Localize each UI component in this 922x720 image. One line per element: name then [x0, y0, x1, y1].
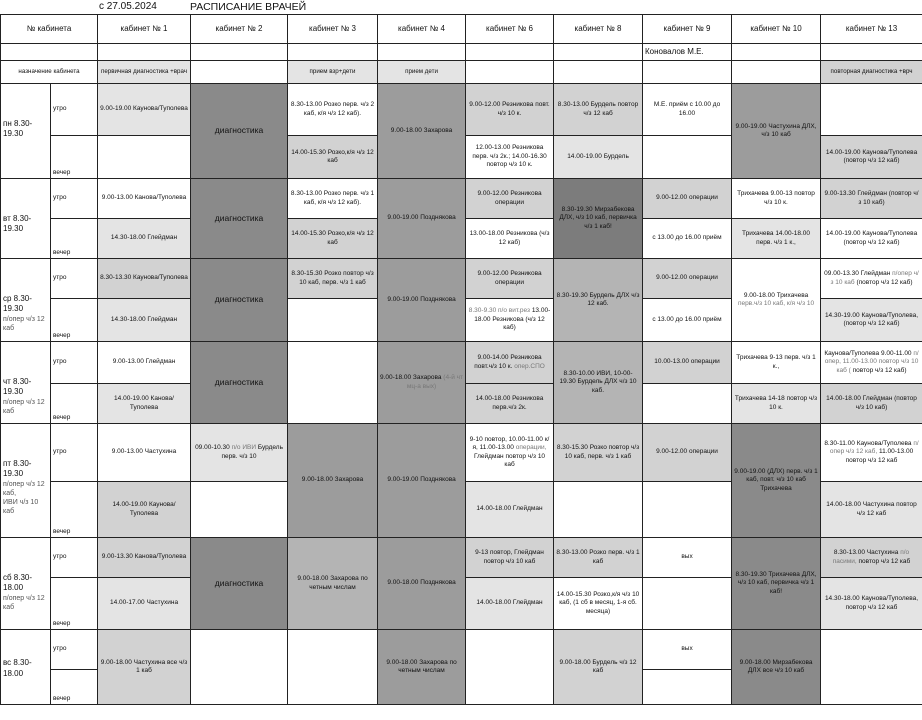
fri-cab13-evening: 14.00-18.00 Частухина повтор ч/з 12 каб — [821, 482, 922, 538]
thu-cab1-evening: 14.00-19.00 Канова/Туполева — [98, 384, 191, 424]
header-cab-4: кабинет № 4 — [378, 15, 466, 44]
fri-cab9-morning: 9.00-12.00 операции — [643, 424, 732, 482]
sun-cab9-morning: вых — [643, 630, 732, 670]
fri-cab10: 9.00-19.00 (ДЛХ) перв. ч/з 1 каб, повт. ч/з 10 каб Трихачева — [732, 424, 821, 538]
evening-label: вечер — [51, 136, 98, 179]
morning-label: утро — [51, 179, 98, 219]
tue-cab8: 8.30-19.30 Мирзабекова ДЛХ, ч/з 10 каб, первичка ч/з 1 каб! — [554, 179, 643, 259]
fri-cab6-a: 9-10 повтор, 10.00-11.00 к/я, 11.00-13.00 — [469, 435, 550, 452]
purpose-cab-1: первичная диагностика +врач — [98, 61, 191, 84]
fri-cab13-b: 11.00-13.00 повтор ч/з 12 каб — [845, 448, 914, 464]
sat-cab3: 9.00-18.00 Захарова по четным числам — [288, 538, 378, 630]
evening-label: вечер — [51, 670, 98, 705]
day-tuesday: вт 8.30-19.30 — [1, 179, 51, 259]
morning-label: утро — [51, 84, 98, 136]
wed-cab6-morning: 9.00-12.00 Резникова операции — [466, 259, 554, 299]
sat-cab10: 8.30-19.30 Трихачева ДЛХ, ч/з 10 каб, первичка ч/з 1 каб! — [732, 538, 821, 630]
sat-cab8-morning: 8.30-13.00 Розко перв. ч/з 1 каб — [554, 538, 643, 578]
mon-cab4: 9.00-18.00 Захарова — [378, 84, 466, 179]
sat-cab9-morning: вых — [643, 538, 732, 578]
tue-cab1-evening: 14.30-18.00 Глейдман — [98, 219, 191, 259]
fri-cab13-note: п/опер ч/з 12 каб, — [829, 439, 919, 456]
fri-cab2-doctor: Бурдель перв. ч/з 10 — [221, 444, 283, 460]
morning-label: утро — [51, 424, 98, 482]
wed-cab9-morning: 9.00-12.00 операции — [643, 259, 732, 299]
header-cab-2: кабинет № 2 — [191, 15, 288, 44]
fri-cab1-evening: 14.00-19.00 Каунова/Туполева — [98, 482, 191, 538]
day-wednesday — [1, 259, 51, 342]
sun-cab10: 9.00-18.00 Мирзабекова ДЛХ все ч/з 10 каб — [732, 630, 821, 705]
thu-cab10-morning: Трихачева 9-13 перв. ч/з 1 к., — [732, 342, 821, 384]
sat-note: п/опер ч/з 12 каб — [3, 594, 45, 611]
fri-cab2-time: 09.00-10.30 — [195, 444, 230, 452]
evening-label: вечер — [51, 578, 98, 630]
day-monday: пн 8.30-19.30 — [1, 84, 51, 179]
tue-cab13-evening: 14.00-19.00 Каунова/Туполева (повтор ч/з 12 каб) — [821, 219, 922, 259]
mon-cab8-evening: 14.00-19.00 Бурдель — [554, 136, 643, 179]
fri-cab13-a: 8.30-11.00 Каунова/Туполева — [824, 439, 912, 447]
thu-cab9-morning: 10.00-13.00 операции — [643, 342, 732, 384]
tue-cab3-morning: 8.30-13.00 Розко перв. ч/з 1 каб, к/я ч/з 12 каб). — [288, 179, 378, 219]
day-saturday — [1, 538, 51, 630]
sat-cab4: 9.00-18.00 Позднякова — [378, 538, 466, 630]
wed-cab13-tail: (повтор ч/з 12 каб) — [856, 278, 913, 286]
header-row — [1, 15, 922, 44]
wed-cab4: 9.00-19.00 Позднякова — [378, 259, 466, 342]
schedule-date: с 27.05.2024 — [99, 1, 157, 12]
tue-cab4: 9.00-19.00 Позднякова — [378, 179, 466, 259]
header-cab-3: кабинет № 3 — [288, 15, 378, 44]
wed-cab10-note: перв.ч/з 10 каб, к/я ч/з 10 — [737, 300, 815, 307]
mon-cab8-morning: 8.30-13.00 Бурдель повтор ч/з 12 каб — [554, 84, 643, 136]
sun-cab4: 9.00-18.00 Захарова по четным числам — [378, 630, 466, 705]
tuesday-morning-row — [1, 179, 922, 219]
sun-cab1: 9.00-18.00 Частухина все ч/з 1 каб — [98, 630, 191, 705]
fri-cab6-note: операции, — [515, 444, 547, 452]
mon-cab9-morning: М.Е. приём с 10.00 до 16.00 — [643, 84, 732, 136]
thu-cab6-main: 9.00-14.00 Резникова повт.ч/з 10 к. — [474, 354, 542, 370]
sat-cab13-a: 8.30-13.00 Частухина — [833, 549, 899, 557]
sun-cab8: 9.00-18.00 Бурдель ч/з 12 каб — [554, 630, 643, 705]
fri-cab13-morning — [821, 424, 922, 482]
sunday-morning-row — [1, 630, 922, 670]
tue-cab3-evening: 14.00-15.30 Розко,к/я ч/з 12 каб — [288, 219, 378, 259]
wed-cab6-evening — [466, 299, 554, 342]
schedule-title: РАСПИСАНИЕ ВРАЧЕЙ — [190, 1, 307, 13]
morning-label: утро — [51, 259, 98, 299]
header-cab-13: кабинет № 13 — [821, 15, 922, 44]
thu-cab4-main: 9.00-18.00 Захарова — [380, 374, 442, 382]
thu-cab10-evening: Трихачева 14-18 повтор ч/з 10 к. — [732, 384, 821, 424]
mon-cab3-morning: 8.30-13.00 Розко перв. ч/з 2 каб, к/я ч/з 12 каб). — [288, 84, 378, 136]
mon-cab6-morning: 9.00-12.00 Резникова повт. ч/з 10 к. — [466, 84, 554, 136]
wed-hours: ср 8.30-19.30 — [3, 294, 32, 314]
tue-cab1-morning: 9.00-13.00 Канова/Туполева — [98, 179, 191, 219]
wed-cab6-evening-main: 13.00-18.00 Резникова (ч/з 12 каб) — [474, 307, 551, 332]
fri-cab1-morning: 9.00-13.00 Частухина — [98, 424, 191, 482]
sat-cab8-evening: 14.00-15.30 Розко,к/я ч/з 10 каб, (1 сб в месяц, 1-я сб. месяца) — [554, 578, 643, 630]
thu-cab6-note: опер.СПО — [514, 362, 545, 370]
sat-cab6-evening: 14.00-18.00 Глейдман — [466, 578, 554, 630]
fri-note-2: ИВИ ч/з 10 каб — [3, 498, 39, 516]
thu-cab13-note: п/опер, 11.00-13.00 повтор ч/з 10 каб ( — [824, 349, 919, 374]
thu-cab8: 8.30-10.00 ИВИ, 10-00-19.30 Бурдель ДЛХ ч/з 10 каб. — [554, 342, 643, 424]
sat-cab1-morning: 9.00-13.30 Канова/Туполева — [98, 538, 191, 578]
sat-cab13-b: повтор ч/з 12 каб — [858, 557, 911, 565]
doctor-row — [1, 44, 922, 61]
tue-cab9-morning: 9.00-12.00 операции — [643, 179, 732, 219]
doctor-cab-9: Коновалов М.Е. — [643, 44, 732, 61]
mon-cab13-evening: 14.00-19.00 Каунова/Туполева (повтор ч/з 12 каб) — [821, 136, 922, 179]
tue-cab13-morning: 9.00-13.30 Глейдман (повтор ч/з 10 каб) — [821, 179, 922, 219]
evening-label: вечер — [51, 219, 98, 259]
thu-cab1-morning: 9.00-13.00 Глейдман — [98, 342, 191, 384]
sat-cab6-morning: 9-13 повтор, Глейдман повтор ч/з 10 каб — [466, 538, 554, 578]
thu-cab13-tail: повтор ч/з 12 каб) — [852, 366, 907, 374]
tue-cab6-morning: 9.00-12.00 Резникова операции — [466, 179, 554, 219]
header-cab-9: кабинет № 9 — [643, 15, 732, 44]
thu-cab13-morning — [821, 342, 922, 384]
fri-cab6-morning — [466, 424, 554, 482]
header-cab-8: кабинет № 8 — [554, 15, 643, 44]
mon-cab3-evening: 14.00-15.30 Розко,к/я ч/з 12 каб — [288, 136, 378, 179]
tue-cab9-evening: с 13.00 до 16.00 приём — [643, 219, 732, 259]
morning-label: утро — [51, 342, 98, 384]
sat-cab2-diagnostics: диагностика — [191, 538, 288, 630]
evening-label: вечер — [51, 299, 98, 342]
thu-cab4 — [378, 342, 466, 424]
fri-note-1: п/опер ч/з 12 каб, — [3, 480, 45, 497]
wed-cab13-evening: 14.30-19.00 Каунова/Туполева, (повтор ч/з 12 каб) — [821, 299, 922, 342]
purpose-label: назначение кабинета — [1, 61, 98, 84]
header-cab-1: кабинет № 1 — [98, 15, 191, 44]
wed-cab13-morning — [821, 259, 922, 299]
wed-cab3-morning: 8.30-15.30 Розко повтор ч/з 10 каб, перв. ч/з 1 каб — [288, 259, 378, 299]
mon-cab1-morning: 9.00-19.00 Каунова/Туполева — [98, 84, 191, 136]
fri-cab6-evening: 14.00-18.00 Глейдман — [466, 482, 554, 538]
evening-label: вечер — [51, 482, 98, 538]
tue-cab10-morning: Трихачева 9.00-13 повтор ч/з 10 к. — [732, 179, 821, 219]
fri-cab2-note: п/о ИВИ — [231, 444, 257, 452]
evening-label: вечер — [51, 384, 98, 424]
day-sunday: вс 8.30-18.00 — [1, 630, 51, 705]
mon-cab2-diagnostics: диагностика — [191, 84, 288, 179]
friday-morning-row — [1, 424, 922, 482]
thu-cab13-evening: 14.00-18.00 Глейдман (повтор ч/з 10 каб) — [821, 384, 922, 424]
morning-label: утро — [51, 538, 98, 578]
thursday-morning-row — [1, 342, 922, 384]
thu-cab2-diagnostics: диагностика — [191, 342, 288, 424]
mon-cab10: 9.00-19.00 Частухина ДЛХ, ч/з 10 каб — [732, 84, 821, 179]
fri-hours: пт 8.30-19.30 — [3, 459, 32, 479]
sat-cab1-evening: 14.00-17.00 Частухина — [98, 578, 191, 630]
wed-cab1-morning: 8.30-13.30 Каунова/Туполева — [98, 259, 191, 299]
thu-note: п/опер ч/з 12 каб — [3, 398, 45, 415]
sat-cab13-evening: 14.30-18.00 Каунова/Туполева, повтор ч/з 12 каб — [821, 578, 922, 630]
tue-cab2-diagnostics: диагностика — [191, 179, 288, 259]
wed-cab2-diagnostics: диагностика — [191, 259, 288, 342]
sat-cab13-morning — [821, 538, 922, 578]
thu-hours: чт 8.30-19.30 — [3, 377, 32, 397]
fri-cab4: 9.00-19.00 Позднякова — [378, 424, 466, 538]
wednesday-morning-row — [1, 259, 922, 299]
wed-note: п/опер ч/з 12 каб — [3, 315, 45, 332]
fri-cab6-b: Глейдман повтор ч/з 10 каб — [473, 452, 546, 468]
saturday-morning-row — [1, 538, 922, 578]
wed-cab10-main: 9.00-18.00 Трихачева — [743, 291, 809, 299]
tue-cab6-evening: 13.00-18.00 Резникова (ч/з 12 каб) — [466, 219, 554, 259]
day-thursday — [1, 342, 51, 424]
thu-cab4-note: (4-й чт мц-а вых) — [406, 374, 464, 390]
wed-cab13-note: п/опер ч/з 10 каб — [830, 270, 919, 286]
header-cab-10: кабинет № 10 — [732, 15, 821, 44]
cabinet-number-header: № кабинета — [1, 15, 98, 44]
thu-cab6-morning — [466, 342, 554, 384]
purpose-row — [1, 61, 922, 84]
schedule-table — [0, 14, 922, 705]
thu-cab13-main: Каунова/Туполева 9.00-11.00 — [824, 349, 912, 357]
wed-cab1-evening: 14.30-18.00 Глейдман — [98, 299, 191, 342]
fri-cab8-morning: 8.30-15.30 Розко повтор ч/з 10 каб, перв. ч/з 1 каб — [554, 424, 643, 482]
tue-cab10-evening: Трихачева 14.00-18.00 перв. ч/з 1 к., — [732, 219, 821, 259]
wed-cab8: 8.30-19.30 Бурдель ДЛХ ч/з 12 каб. — [554, 259, 643, 342]
monday-morning-row — [1, 84, 922, 136]
day-friday — [1, 424, 51, 538]
wed-cab6-evening-note: 8.30-9.30 п/о вит.рез — [468, 307, 530, 315]
morning-label: утро — [51, 630, 98, 670]
purpose-cab-3: прием взр+дети — [288, 61, 378, 84]
fri-cab3: 9.00-18.00 Захарова — [288, 424, 378, 538]
wed-cab13-main: 09.00-13.30 Глейдман — [824, 270, 891, 278]
thu-cab6-evening: 14.00-18.00 Резникова перв.ч/з 2к. — [466, 384, 554, 424]
wed-cab10 — [732, 259, 821, 342]
header-cab-6: кабинет № 6 — [466, 15, 554, 44]
purpose-cab-13: повторная диагностика +врч — [821, 61, 922, 84]
wed-cab9-evening: с 13.00 до 16.00 приём — [643, 299, 732, 342]
purpose-cab-4: прием дети — [378, 61, 466, 84]
mon-cab6-evening: 12.00-13.00 Резникова перв. ч/з 2к.; 14.00-16.30 повтор ч/з 10 к. — [466, 136, 554, 179]
sat-hours: сб 8.30-18.00 — [3, 573, 33, 593]
fri-cab2-morning — [191, 424, 288, 482]
sat-cab13-note: п/о пасими, — [832, 549, 910, 565]
